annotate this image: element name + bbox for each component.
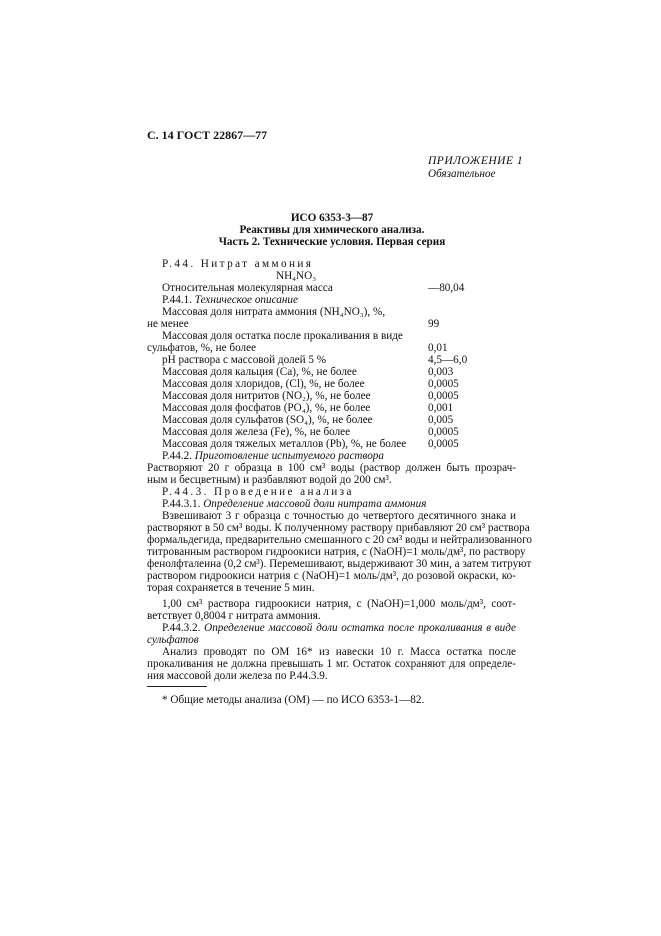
section-p441-number: Р.44.1. <box>162 294 192 306</box>
spec-row-value: 0,0005 <box>428 390 459 402</box>
standard-part: Часть 2. Технические условия. Первая серия <box>218 236 446 248</box>
spec-row-label: Массовая доля фосфатов (PO₄), %, не более <box>162 402 371 414</box>
nitrate-label-line2: не менее <box>147 318 189 330</box>
appendix-title: ПРИЛОЖЕНИЕ 1 <box>428 155 524 167</box>
p4432-text-line: ния массовой доли железа по Р.44.3.9. <box>147 670 328 682</box>
spec-row-value: 4,5—6,0 <box>428 354 468 366</box>
chemical-formula: NH₄NO₃ <box>276 270 317 282</box>
p4431-text-line: раствором гидроокиси натрия c (NaOH)=1 моль/дм³, до розовой окраски, ко- <box>147 570 516 582</box>
spec-row-label: Массовая доля кальция (Ca), %, не более <box>162 366 357 378</box>
section-p4431-number: Р.44.3.1. <box>162 498 201 510</box>
section-p4432-heading <box>162 622 516 634</box>
p4431-text-line: Взвешивают 3 г образца с точностью до четвертого десятичного знака и <box>162 510 516 522</box>
spec-row-label: Массовая доля железа (Fe), %, не более <box>162 426 351 438</box>
spec-row-value: 0,003 <box>428 366 454 378</box>
p442-text-line2: ным и бесцветным) и разбавляют водой до 200 см³. <box>147 474 392 486</box>
section-p442-heading <box>162 450 384 462</box>
section-p4432-number: Р.44.3.2. <box>162 622 201 634</box>
p4431-text-line: титрованным раствором гидроокиси натрия, c (NaOH)=1 моль/дм³, по раствору <box>147 546 526 558</box>
spec-row-label: pH раствора с массовой долей 5 % <box>162 354 327 366</box>
p4431-text-line: растворяют в 50 см³ воды. К полученному раствору прибавляют 20 см³ раствора <box>147 522 530 534</box>
footnote: * Общие методы анализа (ОМ) — по ИСО 6353-1—82. <box>162 694 425 706</box>
section-p443-heading: Р.44.3. Проведение анализа <box>162 486 354 498</box>
nitrate-label-line1: Массовая доля нитрата аммония (NH₄NO₃), %, <box>162 306 386 318</box>
residue-label-line1: Массовая доля остатка после прокаливания в виде <box>162 330 403 342</box>
p442-text-line1: Растворяют 20 г образца в 100 см³ воды (раствор должен быть прозрач- <box>147 462 516 474</box>
spec-row-label: Массовая доля тяжелых металлов (Pb), %, не более <box>162 438 407 450</box>
spec-row-label: Массовая доля хлоридов, (Cl), %, не более <box>162 378 365 390</box>
nitrate-value: 99 <box>428 318 440 330</box>
section-p442-title: Приготовление испытуемого раствора <box>194 450 384 462</box>
spec-row-value: 0,0005 <box>428 438 459 450</box>
p4432-text-line: Анализ проводят по ОМ 16* из навески 10 г. Масса остатка после <box>162 646 516 658</box>
p4431-text-line: торая сохраняется в течение 5 мин. <box>147 582 315 594</box>
section-p4432-title: Определение массовой доли остатка после прокаливания в виде <box>204 622 516 634</box>
p4431-text-line: фенолфталеина (0,2 см³). Перемешивают, выдерживают 30 мин, а затем титруют <box>147 558 532 570</box>
spec-row-value: 0,001 <box>428 402 454 414</box>
residue-label-line2: сульфатов, %, не более <box>147 342 257 354</box>
standard-code: ИСО 6353-3—87 <box>290 212 374 224</box>
p4432-text-line: прокаливания не должна превышать 1 мг. Остаток сохраняют для определе- <box>147 658 516 670</box>
page-header: С. 14 ГОСТ 22867—77 <box>147 128 268 142</box>
spec-row-label: Массовая доля сульфатов (SO₄), %, не более <box>162 414 373 426</box>
section-p4431-heading <box>162 498 426 510</box>
spec-row-value: 0,0005 <box>428 378 459 390</box>
section-p4431-title: Определение массовой доли нитрата аммония <box>203 498 427 510</box>
section-p44-heading: Р.44. Нитрат аммония <box>162 258 314 270</box>
residue-value: 0,01 <box>428 342 448 354</box>
spec-row-value: 0,0005 <box>428 426 459 438</box>
appendix-subtitle: Обязательное <box>428 168 496 180</box>
section-p441-heading <box>162 294 298 306</box>
section-p4432-title-line2: сульфатов <box>147 634 199 646</box>
molecular-mass-label: Относительная молекулярная масса <box>162 282 333 294</box>
section-p442-number: Р.44.2. <box>162 450 192 462</box>
p4431-equiv-line2: ветствует 0,8004 г нитрата аммония. <box>147 610 321 622</box>
p4431-equiv-line1: 1,00 см³ раствора гидроокиси натрия, c (NaOH)=1,000 моль/дм³, соот- <box>162 598 516 610</box>
section-p441-title: Техническое описание <box>194 294 298 306</box>
spec-row-value: 0,005 <box>428 414 454 426</box>
p4431-text-line: формальдегида, предварительно смешанного с 20 см³ воды и нейтрализованного <box>147 534 532 546</box>
footnote-rule <box>147 686 207 687</box>
standard-title: Реактивы для химического анализа. <box>239 224 425 236</box>
spec-row-label: Массовая доля нитритов (NO₂), %, не более <box>162 390 371 402</box>
molecular-mass-value: —80,04 <box>428 282 465 294</box>
